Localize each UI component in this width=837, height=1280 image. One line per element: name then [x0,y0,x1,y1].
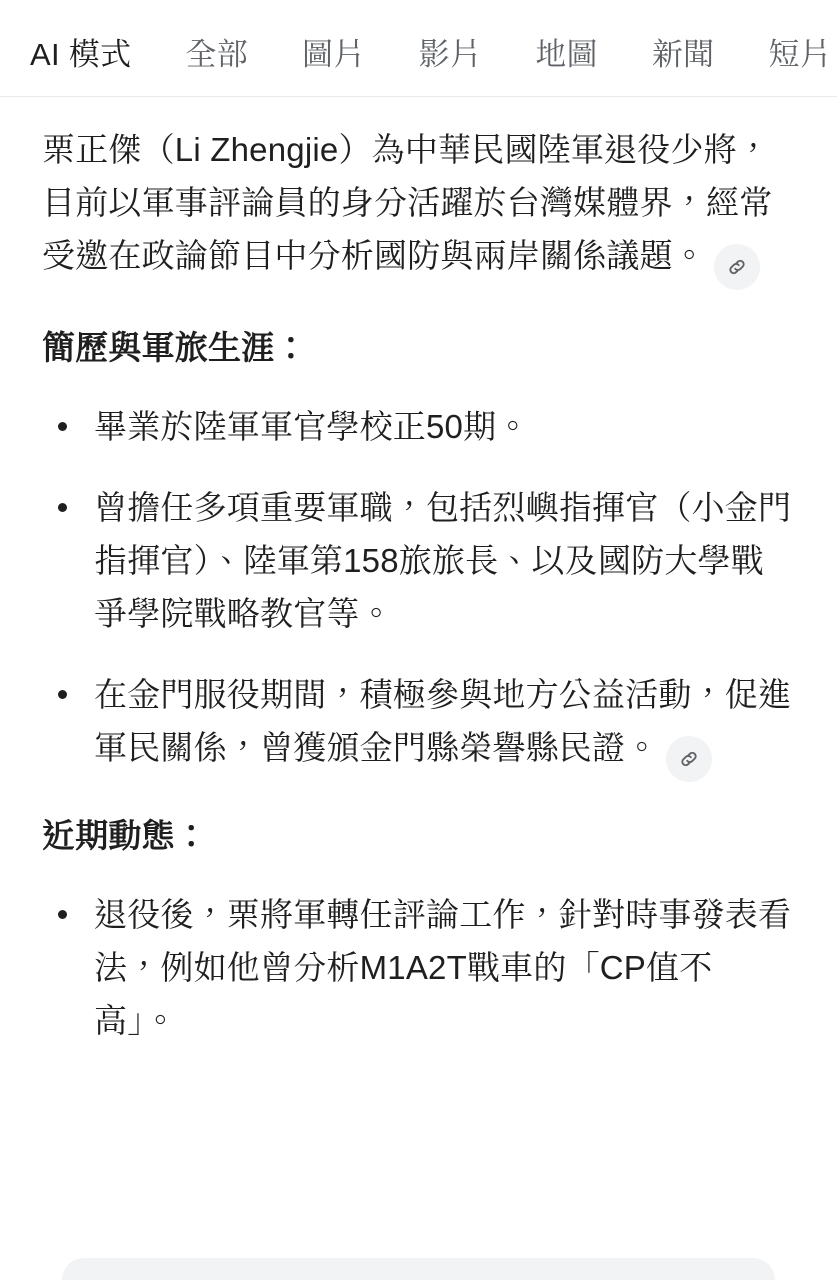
ai-answer-content [0,97,837,1280]
section-heading-recent: 近期動態： [42,817,208,854]
answer-intro-text: 栗正傑（Li Zhengjie）為中華民國陸軍退役少將，目前以軍事評論員的身分活躍於台灣媒體界，經常受邀在政論節目中分析國防與兩岸關係議題。 [42,131,773,274]
list-item [42,481,795,640]
tab-maps[interactable]: 地圖 [535,37,598,72]
bottom-card-peek[interactable] [62,1258,775,1280]
tab-images[interactable]: 圖片 [302,37,365,72]
list-item-text: 曾擔任多項重要軍職，包括烈嶼指揮官（小金門指揮官）、陸軍第158旅旅長、以及國防大學戰爭學院戰略教官等。 [94,489,792,632]
bullet-dot-icon [58,422,67,431]
tab-news[interactable]: 新聞 [651,37,715,72]
search-tab-bar [0,0,837,96]
bullet-dot-icon [58,690,67,699]
list-item-text: 退役後，栗將軍轉任評論工作，針對時事發表看法，例如他曾分析M1A2T戰車的「CP值不高」。 [94,896,792,1039]
bullet-list-recent [42,888,795,1047]
bullet-list-bio [42,400,795,782]
link-icon[interactable] [714,244,760,290]
bullet-dot-icon [58,503,67,512]
answer-intro-paragraph [42,123,795,290]
list-item [42,400,795,453]
list-item-text: 在金門服役期間，積極參與地方公益活動，促進軍民關係，曾獲頒金門縣榮譽縣民證。 [94,676,792,766]
list-item-text: 畢業於陸軍軍官學校正50期。 [94,408,530,445]
tab-shorts[interactable]: 短片 [768,37,832,72]
list-item [42,668,795,782]
list-item [42,888,795,1047]
link-icon[interactable] [666,736,712,782]
tab-all[interactable]: 全部 [185,37,249,72]
tab-videos[interactable]: 影片 [418,37,482,72]
bullet-dot-icon [58,910,67,919]
section-heading-bio: 簡歷與軍旅生涯： [42,329,308,366]
tab-ai-mode[interactable]: AI 模式 [30,37,132,72]
